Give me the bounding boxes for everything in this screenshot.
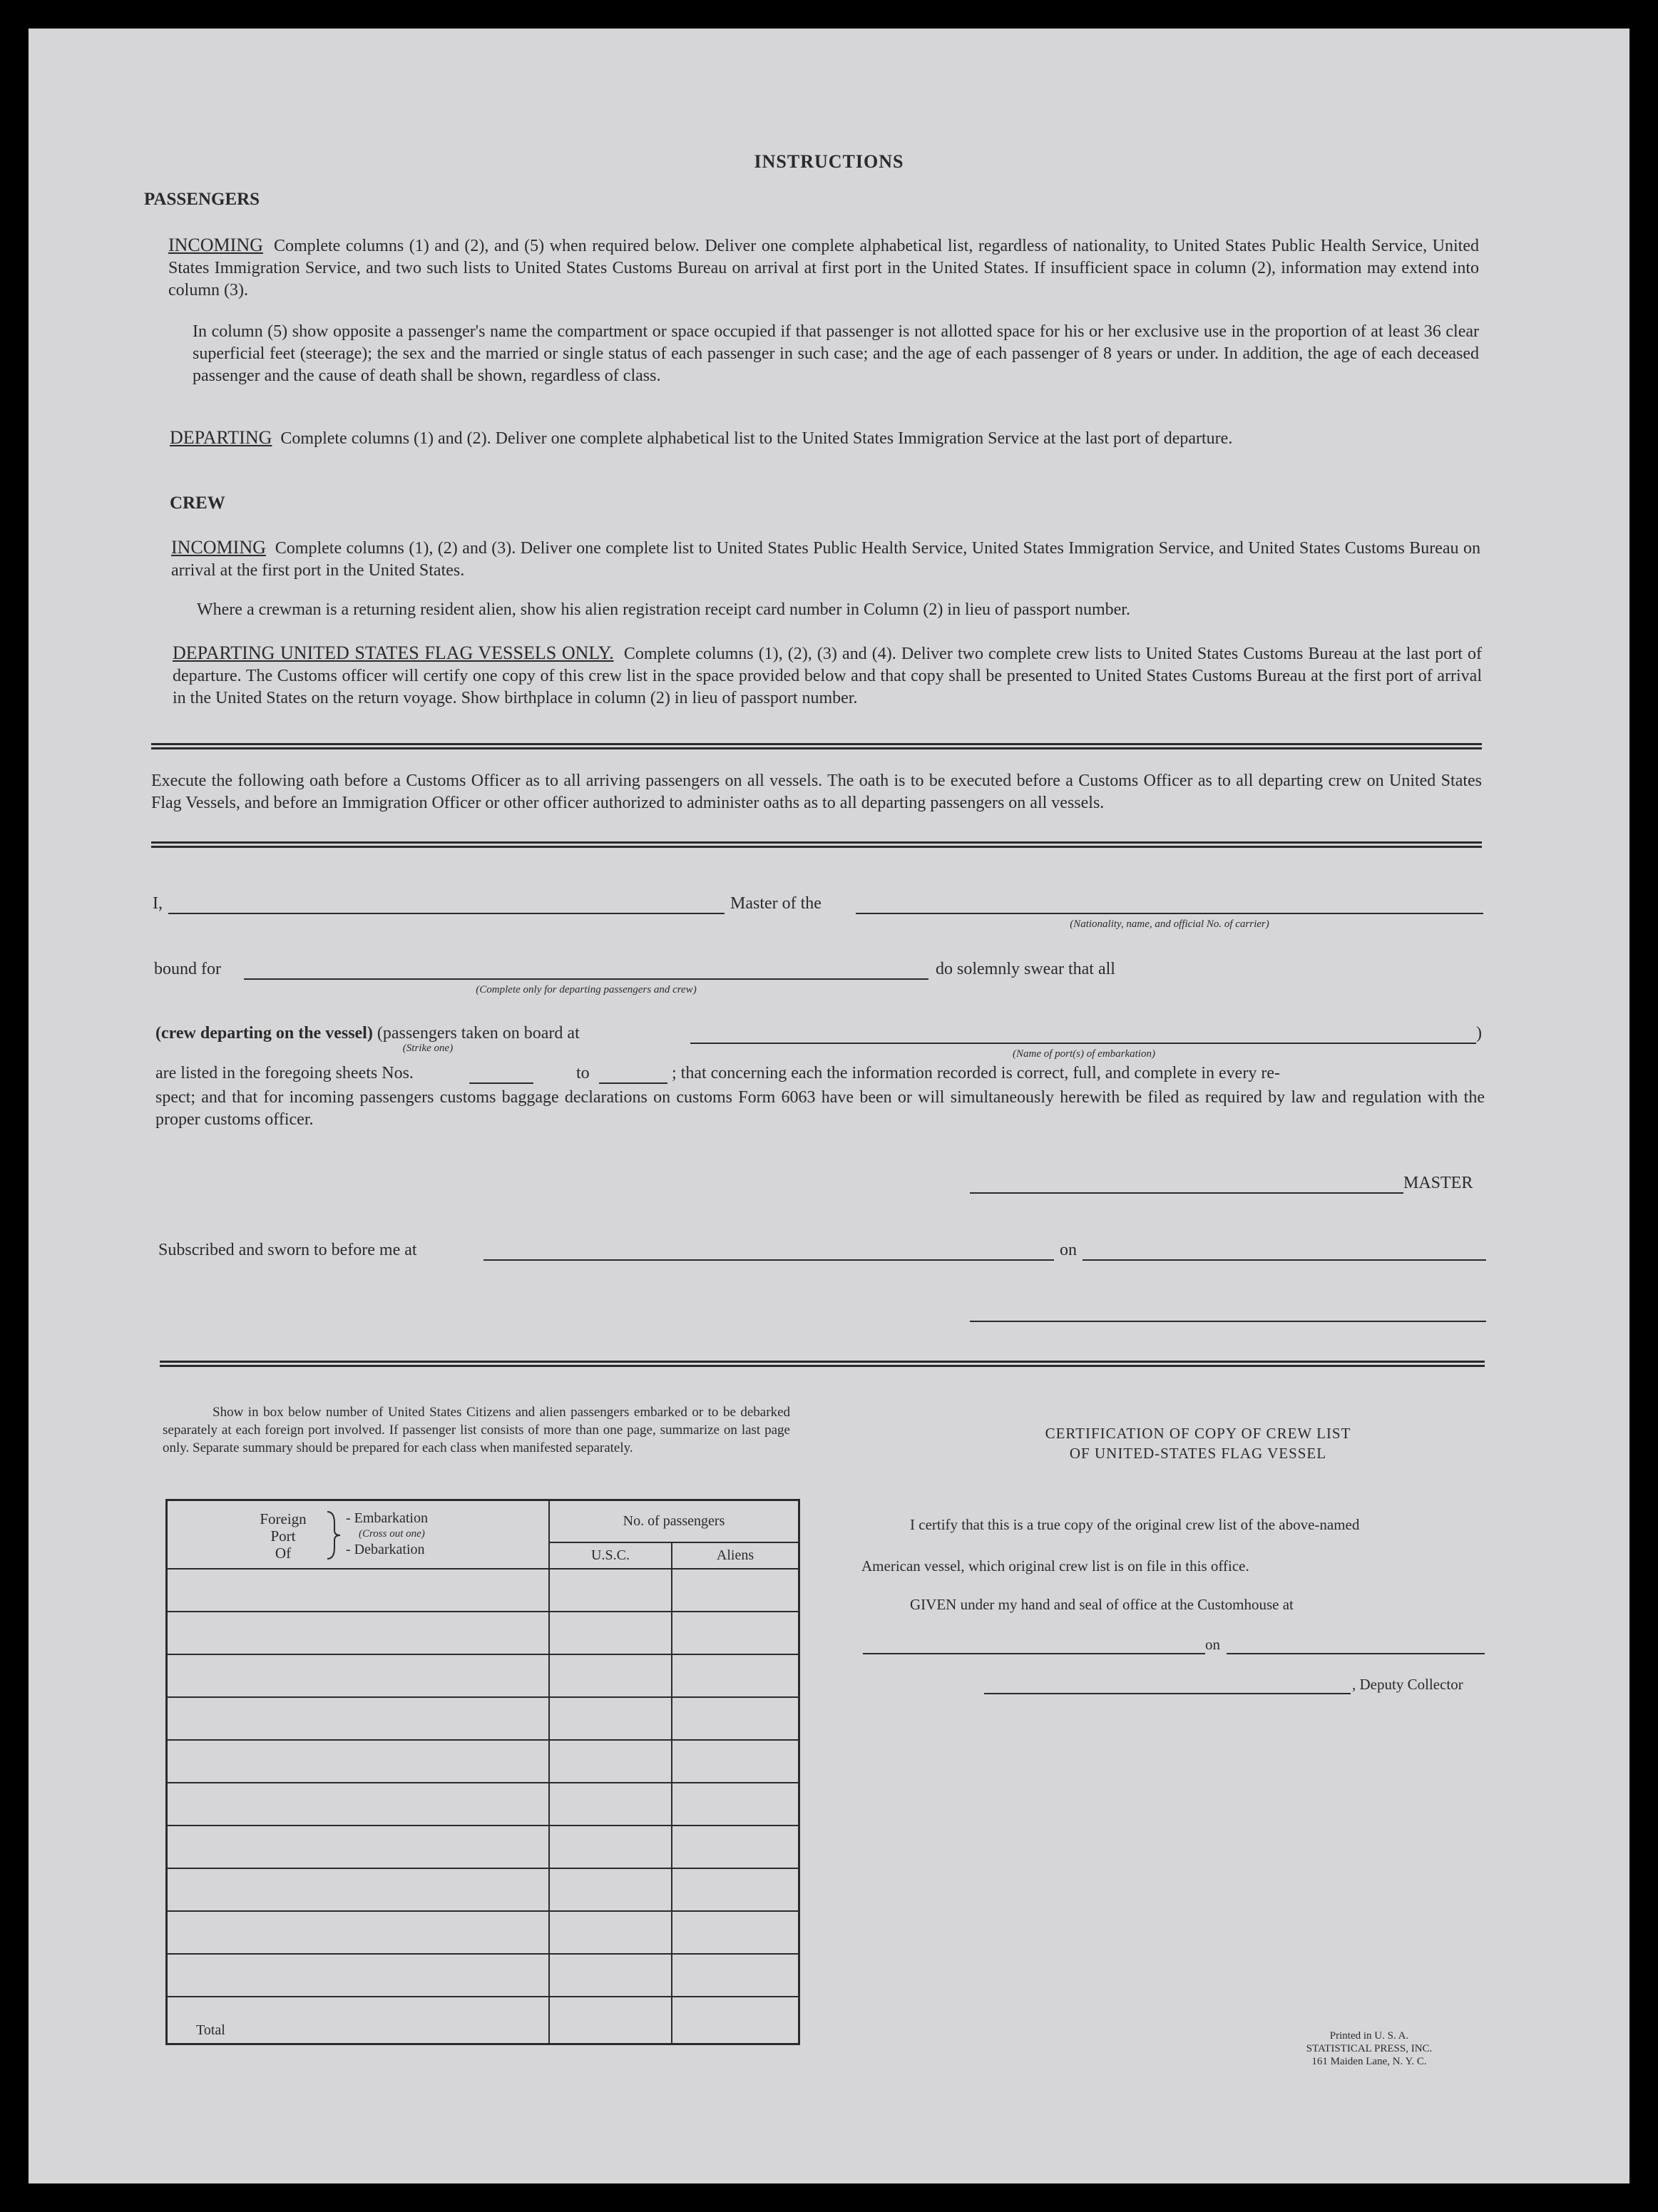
usc-cell[interactable]: [549, 1868, 672, 1911]
aliens-cell[interactable]: [672, 1569, 799, 1612]
printer-line3: 161 Maiden Lane, N. Y. C.: [1311, 2056, 1427, 2067]
usc-cell[interactable]: [549, 1826, 672, 1868]
certification-date-field[interactable]: [1227, 1653, 1485, 1654]
aliens-cell[interactable]: [672, 1740, 799, 1783]
aliens-cell[interactable]: [672, 1612, 799, 1654]
passengers-departing-label: DEPARTING: [170, 427, 272, 448]
aliens-cell[interactable]: [672, 1826, 799, 1868]
table-row: [167, 1740, 799, 1783]
crew-incoming-text: Complete columns (1), (2) and (3). Deliver one complete list to United States Public Health Service, United States Immigration Service, and United States Customs Bureau on arrival at the first port in the United States.: [171, 539, 1481, 580]
section-divider: [160, 1361, 1485, 1367]
embarkation-option[interactable]: - Embarkation: [346, 1510, 428, 1526]
strike-one-hint: (Strike one): [402, 1043, 454, 1054]
passengers-heading: PASSENGERS: [144, 190, 260, 209]
crew-departing-option[interactable]: (crew departing on the vessel): [155, 1024, 373, 1043]
crew-departing-text: Complete columns (1), (2), (3) and (4). Deliver two complete crew lists to United States Customs Bureau at the last port of departure. The Customs officer will certify one copy of this crew list in the space provided below and that copy shall be presented to United States Customs Bureau at the first port of arrival in the United States on the return voyage. Show birthplace in column (2) in lieu of passport number.: [173, 645, 1482, 707]
certification-title-line2: OF UNITED-STATES FLAG VESSEL: [1069, 1445, 1327, 1462]
aliens-cell[interactable]: [672, 1868, 799, 1911]
oath-instruction: Execute the following oath before a Customs Officer as to all arriving passengers on all vessels. The oath is to be executed before a Customs Officer as to all departing crew on United States Flag Vessels, and before an Immigration Officer or other officer authorized to administer oaths as to all departing passengers on all vessels.: [151, 772, 1482, 812]
certify-line2: American vessel, which original crew list is on file in this office.: [861, 1557, 1249, 1574]
usc-cell[interactable]: [549, 1954, 672, 1997]
master-signature-field[interactable]: [970, 1192, 1403, 1194]
table-row: [167, 1868, 799, 1911]
sworn-place-field[interactable]: [483, 1259, 1054, 1261]
port-cell[interactable]: [167, 1911, 550, 1954]
usc-cell[interactable]: [549, 1783, 672, 1826]
table-row: [167, 1654, 799, 1697]
certification-title: [870, 1423, 1526, 1463]
carrier-field[interactable]: [856, 913, 1483, 914]
port-cell[interactable]: [167, 1740, 550, 1783]
printer-line2: STATISTICAL PRESS, INC.: [1306, 2043, 1433, 2054]
usc-cell[interactable]: [549, 1569, 672, 1612]
usc-cell[interactable]: [549, 1654, 672, 1697]
of-label: Of: [275, 1545, 292, 1562]
usc-header: U.S.C.: [549, 1542, 672, 1569]
usc-cell[interactable]: [549, 1740, 672, 1783]
customhouse-field[interactable]: [863, 1653, 1205, 1654]
crew-departing-paragraph: [173, 642, 1482, 710]
no-of-passengers-header: No. of passengers: [549, 1500, 799, 1543]
master-name-field[interactable]: [168, 913, 725, 914]
port-cell[interactable]: [167, 1612, 550, 1654]
certification-title-line1: CERTIFICATION OF COPY OF CREW LIST: [1045, 1425, 1351, 1442]
aliens-cell[interactable]: [672, 1654, 799, 1697]
embarkation-port-field[interactable]: [690, 1043, 1476, 1044]
aliens-header: Aliens: [672, 1542, 799, 1569]
port-cell[interactable]: [167, 1954, 550, 1997]
usc-cell[interactable]: [549, 1697, 672, 1740]
port-cell[interactable]: [167, 1783, 550, 1826]
aliens-total-cell[interactable]: [672, 1997, 799, 2044]
master-label: MASTER: [1403, 1174, 1473, 1192]
table-row: [167, 1911, 799, 1954]
instructions-title: INSTRUCTIONS: [754, 151, 904, 172]
usc-total-cell[interactable]: [549, 1997, 672, 2044]
bound-for-hint: (Complete only for departing passengers and crew): [476, 984, 697, 995]
passengers-incoming-text: Complete columns (1) and (2), and (5) when required below. Deliver one complete alphabetical list, regardless of nationality, to United States Public Health Service, United States Immigration Service, and two such lists to United States Customs Bureau on arrival at first port in the United States. If insufficient space in column (2), information may extend into column (3).: [168, 237, 1480, 299]
bound-for-field[interactable]: [244, 978, 928, 980]
bound-for-label: bound for: [154, 960, 221, 978]
port-cell[interactable]: [167, 1654, 550, 1697]
port-cell[interactable]: [167, 1826, 550, 1868]
foreign-port-header: [167, 1500, 550, 1570]
oath-i-label: I,: [153, 894, 163, 913]
passengers-departing-paragraph: [170, 426, 1479, 450]
aliens-cell[interactable]: [672, 1697, 799, 1740]
passengers-incoming-label: INCOMING: [168, 235, 263, 255]
to-label: to: [576, 1064, 590, 1082]
concerning-text: ; that concerning each the information recorded is correct, full, and complete in every re-: [672, 1064, 1280, 1082]
aliens-cell[interactable]: [672, 1911, 799, 1954]
passengers-departing-text: Complete columns (1) and (2). Deliver one complete alphabetical list to the United States Immigration Service at the last port of departure.: [280, 429, 1233, 448]
passengers-taken-option[interactable]: (passengers taken on board at: [377, 1024, 580, 1043]
debarkation-option[interactable]: - Debarkation: [346, 1542, 425, 1557]
carrier-hint: (Nationality, name, and official No. of carrier): [1070, 918, 1269, 930]
certify-line1: I certify that this is a true copy of the original crew list of the above-named: [910, 1516, 1360, 1533]
sheets-label: are listed in the foregoing sheets Nos.: [155, 1064, 414, 1082]
port-cell[interactable]: [167, 1868, 550, 1911]
table-row: [167, 1612, 799, 1654]
sheet-from-field[interactable]: [469, 1082, 533, 1084]
close-paren: ): [1476, 1024, 1482, 1043]
brace-icon: [326, 1510, 342, 1560]
printer-imprint: [1284, 2029, 1455, 2068]
strike-one-group: [155, 1024, 580, 1043]
usc-cell[interactable]: [549, 1612, 672, 1654]
sheet-to-field[interactable]: [599, 1082, 667, 1084]
respect-text: spect; and that for incoming passengers customs baggage declarations on customs Form 6063 have been or will simultaneously herewith be filed as required by law and regulation with the proper customs officer.: [155, 1088, 1485, 1129]
section-divider: [151, 841, 1482, 848]
master-of-label: Master of the: [730, 894, 822, 913]
crew-heading: CREW: [170, 493, 225, 513]
table-row: [167, 1697, 799, 1740]
given-line: GIVEN under my hand and seal of office at the Customhouse at: [910, 1596, 1294, 1613]
aliens-cell[interactable]: [672, 1954, 799, 1997]
passengers-incoming-paragraph: [168, 234, 1479, 302]
table-row: [167, 1826, 799, 1868]
subscribed-label: Subscribed and sworn to before me at: [158, 1241, 417, 1259]
table-total-row: [167, 1997, 799, 2044]
deputy-collector-label: , Deputy Collector: [1352, 1676, 1463, 1693]
foreign-label: Foreign: [260, 1510, 307, 1527]
total-label: Total: [167, 1997, 550, 2044]
usc-cell[interactable]: [549, 1911, 672, 1954]
cross-out-hint: (Cross out one): [359, 1528, 425, 1540]
aliens-cell[interactable]: [672, 1783, 799, 1826]
table-row: [167, 1569, 799, 1612]
form-sheet: [29, 29, 1629, 2183]
deputy-signature-field[interactable]: [984, 1693, 1351, 1694]
passenger-summary-table: [165, 1499, 800, 2045]
section-divider: [151, 743, 1482, 749]
embarkation-port-hint: (Name of port(s) of embarkation): [1013, 1048, 1155, 1060]
officer-signature-field[interactable]: [970, 1321, 1486, 1322]
passengers-column5-paragraph: In column (5) show opposite a passenger's name the compartment or space occupied if that passenger is not allotted space for his or her exclusive use in the proportion of at least 36 clear superficial feet (steerage); the sex and the married or single status of each passenger in such case; and the age of each passenger of 8 years or under. In addition, the age of each deceased passenger and the cause of death shall be shown, regardless of class.: [193, 322, 1479, 385]
table-header-row: [167, 1500, 799, 1543]
sworn-on-label: on: [1060, 1241, 1077, 1259]
port-cell[interactable]: [167, 1569, 550, 1612]
port-label: Port: [270, 1527, 296, 1545]
printer-line1: Printed in U. S. A.: [1329, 2030, 1409, 2042]
table-row: [167, 1954, 799, 1997]
crew-incoming-label: INCOMING: [171, 537, 266, 558]
certification-on-label: on: [1205, 1636, 1220, 1653]
sworn-date-field[interactable]: [1083, 1259, 1486, 1261]
port-cell[interactable]: [167, 1697, 550, 1740]
crew-resident-paragraph: Where a crewman is a returning resident alien, show his alien registration receipt card number in Column (2) in lieu of passport number.: [197, 600, 1130, 619]
crew-incoming-paragraph: [171, 536, 1480, 582]
crew-departing-label: DEPARTING UNITED STATES FLAG VESSELS ONLY.: [173, 642, 614, 663]
table-row: [167, 1783, 799, 1826]
summary-instruction: Show in box below number of United States Citizens and alien passengers embarked or to be debarked separately at each foreign port involved. If passenger list consists of more than one page, summarize on last page only. Separate summary should be prepared for each class when manifested separately.: [163, 1405, 790, 1455]
swear-label: do solemnly swear that all: [936, 960, 1115, 978]
